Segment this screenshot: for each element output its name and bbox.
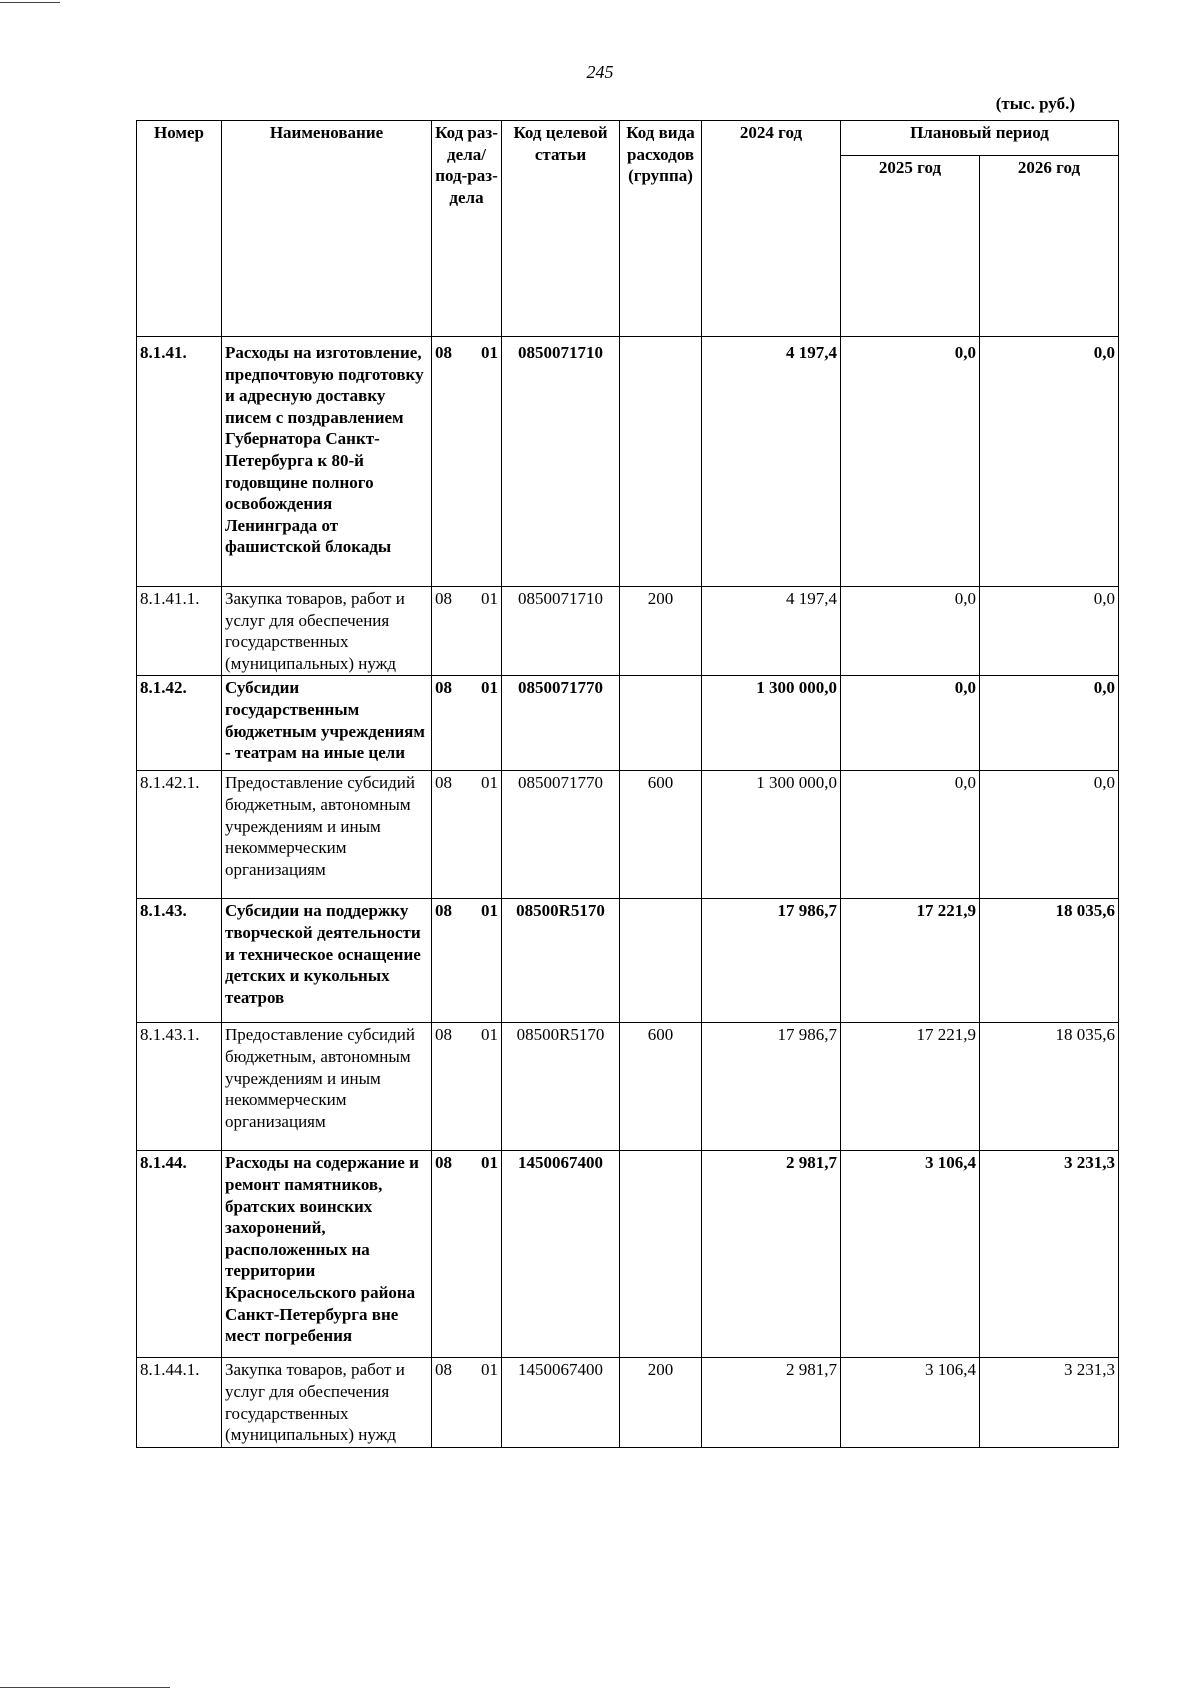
- row-number: 8.1.41.: [137, 337, 222, 587]
- row-amount-2025: 0,0: [841, 587, 980, 676]
- row-amount-2026: 0,0: [980, 337, 1119, 587]
- row-subsection: 01: [481, 589, 498, 608]
- row-amount-2024: 2 981,7: [702, 1151, 841, 1358]
- row-amount-2026: 0,0: [980, 676, 1119, 771]
- table-row: [137, 771, 1119, 899]
- row-subsection: 01: [481, 1360, 498, 1380]
- row-amount-2025: 17 221,9: [841, 899, 980, 1023]
- units-label: (тыс. руб.): [995, 94, 1075, 113]
- row-section-code: [432, 1023, 502, 1151]
- row-section: 08: [435, 1360, 452, 1380]
- row-section-code: [432, 587, 502, 676]
- row-expense-type-code: [620, 899, 702, 1023]
- header-name: Наименование: [222, 121, 432, 337]
- row-amount-2025: 17 221,9: [841, 1023, 980, 1151]
- row-amount-2025: 0,0: [841, 337, 980, 587]
- row-amount-2024: 1 300 000,0: [702, 771, 841, 899]
- row-number: 8.1.43.: [137, 899, 222, 1023]
- row-section-code: [432, 1358, 502, 1447]
- row-expense-type-code: 600: [620, 1023, 702, 1151]
- row-subsection: 01: [481, 1025, 498, 1045]
- row-expense-type-code: 200: [620, 587, 702, 676]
- row-expense-type-code: 600: [620, 771, 702, 899]
- row-target-code: 0850071710: [502, 587, 620, 676]
- row-target-code: 08500R5170: [502, 1023, 620, 1151]
- header-year-2025: 2025 год: [841, 156, 980, 337]
- row-section-code: [432, 1151, 502, 1358]
- row-section-code: [432, 899, 502, 1023]
- row-number: 8.1.44.: [137, 1151, 222, 1358]
- row-number: 8.1.41.1.: [137, 587, 222, 676]
- header-number: Номер: [137, 121, 222, 337]
- row-number: 8.1.43.1.: [137, 1023, 222, 1151]
- row-section: 08: [435, 773, 452, 793]
- row-amount-2024: 4 197,4: [702, 337, 841, 587]
- row-target-code: 1450067400: [502, 1151, 620, 1358]
- row-name: Субсидии государственным бюджетным учреждениям - театрам на иные цели: [222, 676, 432, 771]
- row-number: 8.1.42.: [137, 676, 222, 771]
- row-amount-2026: 3 231,3: [980, 1151, 1119, 1358]
- header-planned-period: Плановый период: [841, 121, 1119, 156]
- header-expense-type-code: Код вида расходов (группа): [620, 121, 702, 337]
- row-name: Расходы на изготовление, предпочтовую подготовку и адресную доставку писем с поздравлением Губернатора Санкт-Петербурга к 80-й годовщине полного освобождения Ленинграда от фашистской блокады: [222, 337, 432, 587]
- row-name: Субсидии на поддержку творческой деятельности и техническое оснащение детских и кукольных театров: [222, 899, 432, 1023]
- row-name: Закупка товаров, работ и услуг для обеспечения государственных (муниципальных) нужд: [222, 587, 432, 676]
- row-section: 08: [435, 678, 452, 698]
- table-row: [137, 587, 1119, 676]
- row-name: Закупка товаров, работ и услуг для обеспечения государственных (муниципальных) нужд: [222, 1358, 432, 1447]
- row-amount-2024: 17 986,7: [702, 1023, 841, 1151]
- row-section-code: [432, 676, 502, 771]
- row-amount-2026: 0,0: [980, 771, 1119, 899]
- table-row: [137, 1151, 1119, 1358]
- row-name: Предоставление субсидий бюджетным, автономным учреждениям и иным некоммерческим организациям: [222, 771, 432, 899]
- row-name: Расходы на содержание и ремонт памятников, братских воинских захоронений, расположенных на территории Красносельского района Санкт-Петербурга вне мест погребения: [222, 1151, 432, 1358]
- row-section: 08: [435, 1153, 452, 1173]
- header-year-2026: 2026 год: [980, 156, 1119, 337]
- row-subsection: 01: [481, 1153, 498, 1173]
- row-target-code: 1450067400: [502, 1358, 620, 1447]
- row-section: 08: [435, 343, 452, 362]
- row-target-code: 0850071770: [502, 771, 620, 899]
- scan-artifact-line: [0, 2, 60, 3]
- row-number: 8.1.42.1.: [137, 771, 222, 899]
- header-section-code: Код раз-дела/ под-раз-дела: [432, 121, 502, 337]
- row-amount-2026: 0,0: [980, 587, 1119, 676]
- row-section: 08: [435, 1025, 452, 1045]
- row-amount-2024: 17 986,7: [702, 899, 841, 1023]
- row-amount-2025: 0,0: [841, 771, 980, 899]
- row-amount-2024: 2 981,7: [702, 1358, 841, 1447]
- row-amount-2025: 0,0: [841, 676, 980, 771]
- row-target-code: 0850071710: [502, 337, 620, 587]
- header-target-code: Код целевой статьи: [502, 121, 620, 337]
- row-amount-2026: 18 035,6: [980, 1023, 1119, 1151]
- row-expense-type-code: [620, 337, 702, 587]
- table-body: [137, 337, 1119, 1448]
- row-expense-type-code: 200: [620, 1358, 702, 1447]
- table-row: [137, 1358, 1119, 1447]
- row-subsection: 01: [481, 678, 498, 698]
- page-number: 245: [586, 62, 614, 82]
- header-year-2024: 2024 год: [702, 121, 841, 337]
- row-amount-2024: 1 300 000,0: [702, 676, 841, 771]
- row-subsection: 01: [481, 773, 498, 793]
- row-section-code: [432, 771, 502, 899]
- table-row: [137, 899, 1119, 1023]
- row-number: 8.1.44.1.: [137, 1358, 222, 1447]
- row-amount-2025: 3 106,4: [841, 1151, 980, 1358]
- row-target-code: 0850071770: [502, 676, 620, 771]
- row-amount-2025: 3 106,4: [841, 1358, 980, 1447]
- row-subsection: 01: [481, 343, 498, 362]
- row-expense-type-code: [620, 676, 702, 771]
- row-section: 08: [435, 901, 452, 921]
- row-section-code: [432, 337, 502, 587]
- row-amount-2026: 3 231,3: [980, 1358, 1119, 1447]
- table-row: [137, 676, 1119, 771]
- row-amount-2024: 4 197,4: [702, 587, 841, 676]
- row-expense-type-code: [620, 1151, 702, 1358]
- budget-table: [136, 120, 1119, 1448]
- table-row: [137, 337, 1119, 587]
- row-subsection: 01: [481, 901, 498, 921]
- row-section: 08: [435, 589, 452, 608]
- row-name: Предоставление субсидий бюджетным, автономным учреждениям и иным некоммерческим организациям: [222, 1023, 432, 1151]
- row-amount-2026: 18 035,6: [980, 899, 1119, 1023]
- table-row: [137, 1023, 1119, 1151]
- row-target-code: 08500R5170: [502, 899, 620, 1023]
- scan-artifact-line: [0, 1687, 170, 1688]
